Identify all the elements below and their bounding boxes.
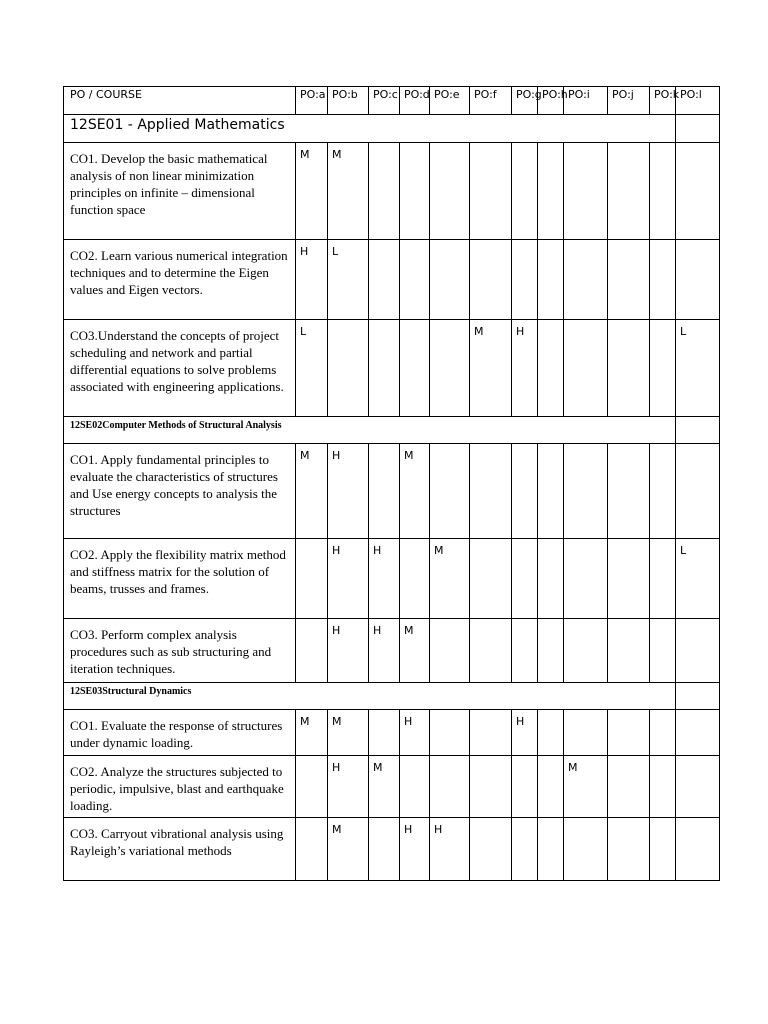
po-mapping-cell [430,240,470,320]
po-course-header: PO / COURSE [64,87,296,115]
po-mapping-cell [400,240,430,320]
course-title-row [64,683,720,710]
po-mapping-cell: H [328,619,369,683]
po-course-table [63,86,720,881]
po-mapping-cell: H [512,710,538,756]
col-header-po-i: PO:i [564,87,608,115]
po-mapping-cell [369,320,400,417]
course-title-end-cell [676,115,720,143]
co-row [64,320,720,417]
po-mapping-cell [400,143,430,240]
course-title-end-cell [676,683,720,710]
po-mapping-cell [400,539,430,619]
po-mapping-cell: M [470,320,512,417]
po-mapping-cell: M [400,619,430,683]
po-mapping-cell [650,240,676,320]
po-mapping-cell [430,444,470,539]
po-mapping-cell [328,320,369,417]
po-mapping-cell: M [328,710,369,756]
po-mapping-cell [608,619,650,683]
po-mapping-cell: L [676,539,720,619]
po-mapping-cell: M [369,756,400,818]
po-mapping-cell [369,710,400,756]
course-title-end-cell [676,417,720,444]
course-outcome-text: CO3. Carryout vibrational analysis using Rayleigh’s variational methods [64,818,296,881]
po-mapping-cell: H [400,710,430,756]
po-mapping-cell [296,539,328,619]
col-header-po-f: PO:f [470,87,512,115]
col-header-po-j: PO:j [608,87,650,115]
po-mapping-cell [470,710,512,756]
po-mapping-cell: M [296,710,328,756]
po-mapping-cell [512,619,538,683]
po-mapping-cell: H [328,756,369,818]
po-mapping-cell [608,143,650,240]
po-mapping-cell [608,756,650,818]
po-mapping-cell [470,444,512,539]
po-mapping-cell [564,818,608,881]
po-mapping-cell [369,444,400,539]
co-row [64,143,720,240]
course-title: 12SE03Structural Dynamics [64,683,676,710]
col-header-po-a: PO:a [296,87,328,115]
po-mapping-cell: M [296,143,328,240]
po-mapping-cell [470,143,512,240]
course-outcome-text: CO3. Perform complex analysis procedures such as sub structuring and iteration techniques. [64,619,296,683]
po-mapping-cell [564,143,608,240]
po-mapping-cell [608,444,650,539]
po-mapping-cell [564,320,608,417]
course-title: 12SE01 - Applied Mathematics [64,115,676,143]
po-mapping-cell [369,818,400,881]
po-mapping-cell [470,539,512,619]
po-mapping-cell [512,756,538,818]
po-mapping-cell: H [328,539,369,619]
po-mapping-cell [676,818,720,881]
course-outcome-text: CO2. Learn various numerical integration techniques and to determine the Eigen values and Eigen vectors. [64,240,296,320]
po-mapping-cell: H [369,539,400,619]
po-mapping-cell: L [328,240,369,320]
po-mapping-cell [650,320,676,417]
po-mapping-cell [650,539,676,619]
course-outcome-text: CO3.Understand the concepts of project scheduling and network and partial differential equations to solve problems associated with engineering applications. [64,320,296,417]
po-mapping-cell [430,320,470,417]
col-header-po-d: PO:d [400,87,430,115]
po-mapping-cell [369,143,400,240]
po-mapping-cell [608,818,650,881]
col-header-po-h: PO:h [538,87,564,115]
po-mapping-cell [608,710,650,756]
po-mapping-cell [400,320,430,417]
po-mapping-cell [676,143,720,240]
po-mapping-cell [430,143,470,240]
po-mapping-cell: H [328,444,369,539]
po-mapping-cell [564,539,608,619]
po-mapping-cell: M [296,444,328,539]
po-mapping-cell [564,240,608,320]
po-mapping-cell [564,444,608,539]
po-mapping-cell [538,240,564,320]
co-row [64,539,720,619]
po-mapping-cell [538,756,564,818]
po-mapping-cell [538,710,564,756]
po-mapping-cell [676,619,720,683]
co-row [64,619,720,683]
po-mapping-cell [512,818,538,881]
po-mapping-cell [608,539,650,619]
po-mapping-cell: H [296,240,328,320]
po-mapping-cell: M [328,143,369,240]
po-mapping-cell [538,619,564,683]
po-mapping-cell: H [369,619,400,683]
po-mapping-cell [296,619,328,683]
po-mapping-cell [676,240,720,320]
po-mapping-cell [470,619,512,683]
po-mapping-cell [608,240,650,320]
po-mapping-cell [676,444,720,539]
po-mapping-cell: L [676,320,720,417]
po-mapping-cell [512,444,538,539]
po-mapping-cell [296,818,328,881]
course-title-row [64,417,720,444]
co-row [64,710,720,756]
course-outcome-text: CO2. Apply the flexibility matrix method and stiffness matrix for the solution of beams, trusses and frames. [64,539,296,619]
po-mapping-cell: M [400,444,430,539]
po-mapping-cell: M [430,539,470,619]
po-mapping-cell [538,818,564,881]
po-mapping-cell [538,444,564,539]
po-mapping-cell [369,240,400,320]
po-mapping-cell [650,143,676,240]
po-mapping-cell [676,710,720,756]
co-row [64,756,720,818]
course-outcome-text: CO1. Develop the basic mathematical analysis of non linear minimization principles on infinite – dimensional function space [64,143,296,240]
col-header-po-l: PO:l [676,87,720,115]
col-header-po-k: PO:k [650,87,676,115]
course-outcome-text: CO2. Analyze the structures subjected to periodic, impulsive, blast and earthquake loading. [64,756,296,818]
course-outcome-text: CO1. Evaluate the response of structures under dynamic loading. [64,710,296,756]
po-mapping-cell [650,818,676,881]
col-header-po-g: PO:g [512,87,538,115]
po-mapping-cell: M [328,818,369,881]
po-mapping-cell [470,818,512,881]
po-mapping-cell [608,320,650,417]
po-mapping-cell [650,756,676,818]
col-header-po-c: PO:c [369,87,400,115]
po-mapping-cell [650,710,676,756]
po-mapping-cell [650,444,676,539]
po-mapping-cell [650,619,676,683]
course-title: 12SE02Computer Methods of Structural Analysis [64,417,676,444]
po-mapping-cell: H [430,818,470,881]
po-mapping-cell [430,756,470,818]
po-mapping-cell [430,710,470,756]
col-header-po-e: PO:e [430,87,470,115]
po-mapping-cell [564,710,608,756]
header-row [64,87,720,115]
co-row [64,818,720,881]
co-row [64,240,720,320]
po-mapping-cell [400,756,430,818]
po-mapping-cell: L [296,320,328,417]
po-mapping-cell [538,539,564,619]
po-mapping-cell [512,539,538,619]
po-mapping-cell [296,756,328,818]
po-mapping-cell: M [564,756,608,818]
course-outcome-text: CO1. Apply fundamental principles to evaluate the characteristics of structures and Use energy concepts to analysis the structures [64,444,296,539]
po-mapping-cell: H [400,818,430,881]
po-mapping-cell [430,619,470,683]
po-mapping-cell [564,619,608,683]
po-mapping-cell [512,143,538,240]
course-title-row [64,115,720,143]
po-mapping-cell [512,240,538,320]
po-mapping-cell [538,320,564,417]
col-header-po-b: PO:b [328,87,369,115]
po-mapping-cell [676,756,720,818]
co-row [64,444,720,539]
po-mapping-cell [470,756,512,818]
po-mapping-cell [470,240,512,320]
po-mapping-cell: H [512,320,538,417]
po-mapping-cell [538,143,564,240]
